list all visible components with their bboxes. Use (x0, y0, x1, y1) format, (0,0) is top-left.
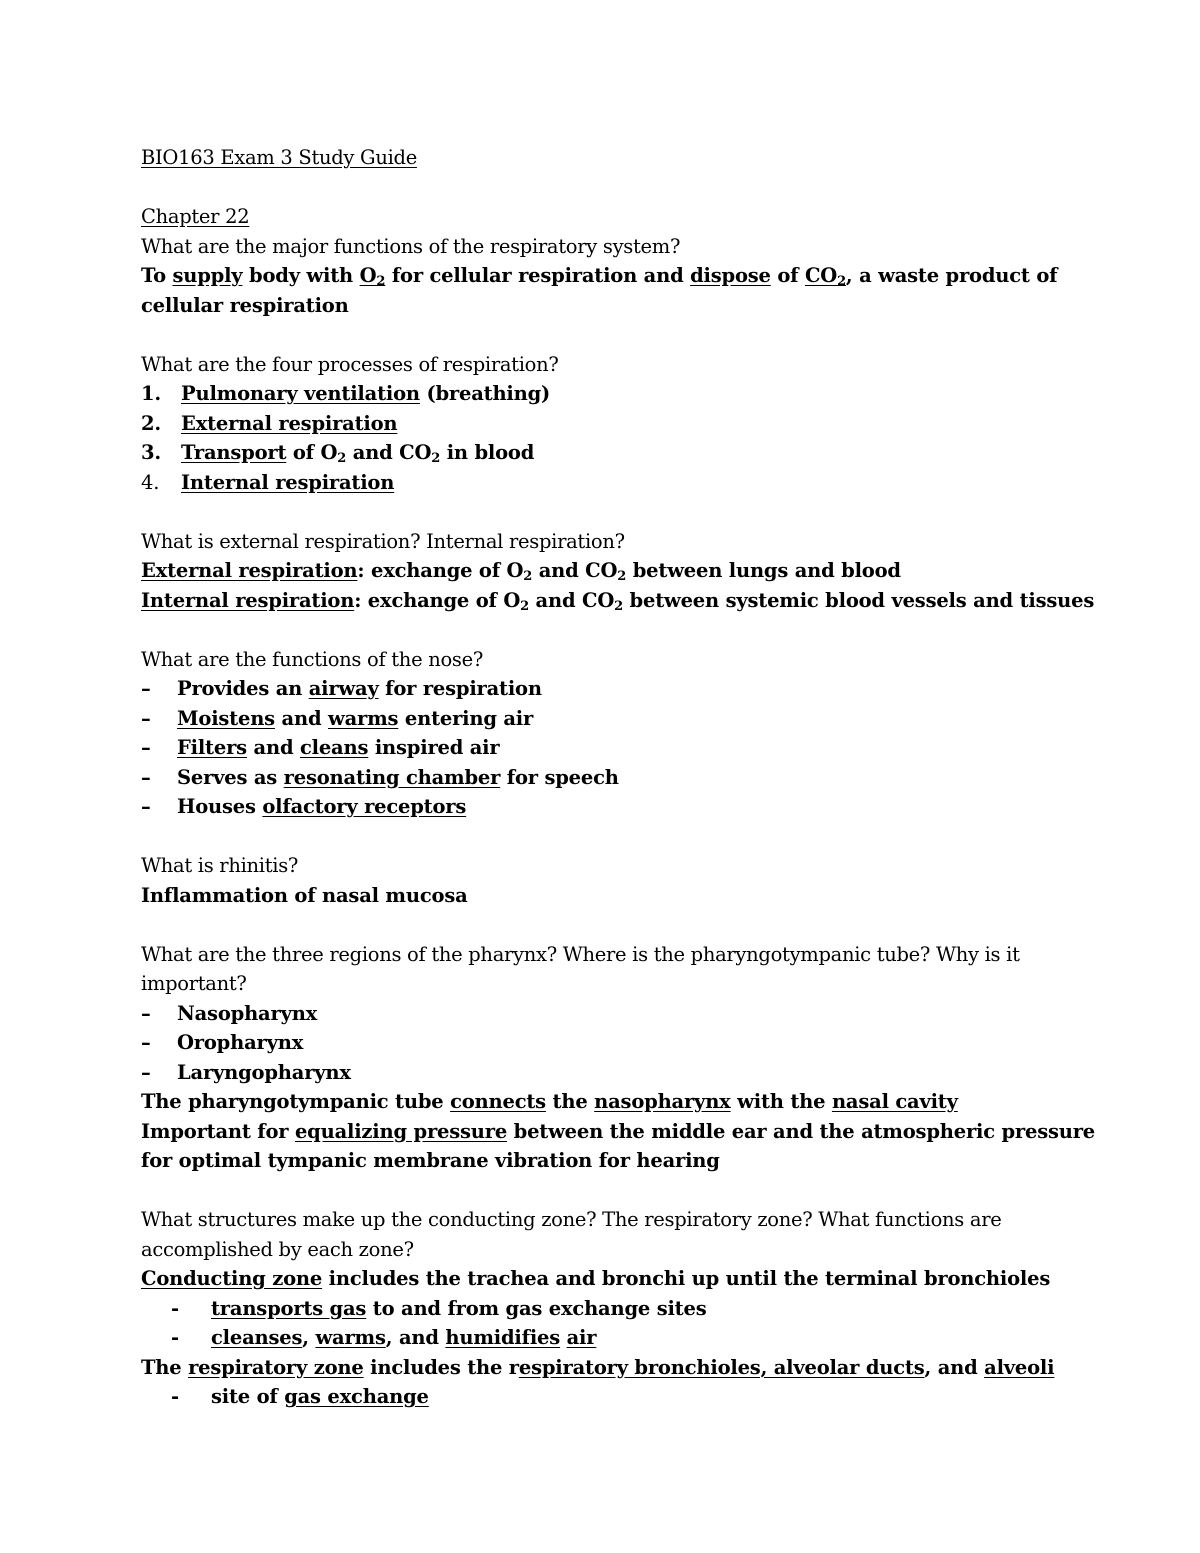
list-item: – Nasopharynx (141, 1001, 318, 1025)
answer-respiratory-zone: The respiratory zone includes the respiratory bronchioles, alveolar ducts, and alveoli (141, 1355, 1055, 1379)
study-guide-body (141, 143, 1096, 1412)
question-nose: What are the functions of the nose? (141, 647, 484, 671)
list-item: – Filters and cleans inspired air (141, 736, 500, 759)
list-item: 3. Transport of $O_2$ and $CO_2$ in blood (141, 441, 535, 466)
list-item: - transports gas to and from gas exchange sites (171, 1296, 707, 1320)
question-pharynx: What are the three regions of the pharynx? Where is the pharyngotympanic tube? Why is it (141, 942, 1020, 966)
question-zones-cont: accomplished by each zone? (141, 1237, 414, 1261)
answer-functions: To supply body with $O_2$ for cellular respiration and dispose of $CO_2$, a waste product of (141, 264, 1058, 289)
list-item: – Provides an airway for respiration (141, 677, 542, 700)
answer-functions-cont: cellular respiration (141, 293, 349, 317)
list-item: – Serves as resonating chamber for speech (141, 765, 619, 789)
list-item: 4. Internal respiration (141, 470, 395, 494)
list-item: 1. Pulmonary ventilation (breathing) (141, 382, 551, 405)
answer-external: External respiration: exchange of $O_2$ and $CO_2$ between lungs and blood (141, 559, 901, 584)
list-item: - site of gas exchange (171, 1385, 429, 1408)
chapter-heading: Chapter 22 (141, 205, 250, 228)
answer-internal: Internal respiration: exchange of $O_2$ and $CO_2$ between systemic blood vessels and tissues (141, 588, 1095, 614)
list-item: – Laryngopharynx (141, 1060, 351, 1084)
document-title: BIO163 Exam 3 Study Guide (141, 146, 417, 169)
question-respiration-types: What is external respiration? Internal respiration? (141, 529, 625, 553)
answer-importance-cont: for optimal tympanic membrane vibration for hearing (141, 1149, 720, 1172)
list-item: – Houses olfactory receptors (141, 795, 467, 818)
answer-rhinitis: Inflammation of nasal mucosa (141, 883, 468, 907)
list-item: 2. External respiration (141, 411, 398, 435)
list-item: - cleanses, warms, and humidifies air (171, 1326, 597, 1349)
answer-conducting: Conducting zone includes the trachea and bronchi up until the terminal bronchioles (141, 1267, 1051, 1290)
list-item: – Oropharynx (141, 1031, 304, 1054)
question-zones: What structures make up the conducting zone? The respiratory zone? What functions are (141, 1208, 1002, 1231)
question-processes: What are the four processes of respiration? (141, 352, 559, 376)
question-functions: What are the major functions of the respiratory system? (141, 234, 681, 258)
answer-importance: Important for equalizing pressure between the middle ear and the atmospheric pressure (141, 1119, 1096, 1143)
question-pharynx-cont: important? (141, 972, 247, 995)
answer-tube: The pharyngotympanic tube connects the nasopharynx with the nasal cavity (141, 1090, 958, 1113)
list-item: – Moistens and warms entering air (141, 706, 534, 730)
question-rhinitis: What is rhinitis? (141, 854, 299, 877)
